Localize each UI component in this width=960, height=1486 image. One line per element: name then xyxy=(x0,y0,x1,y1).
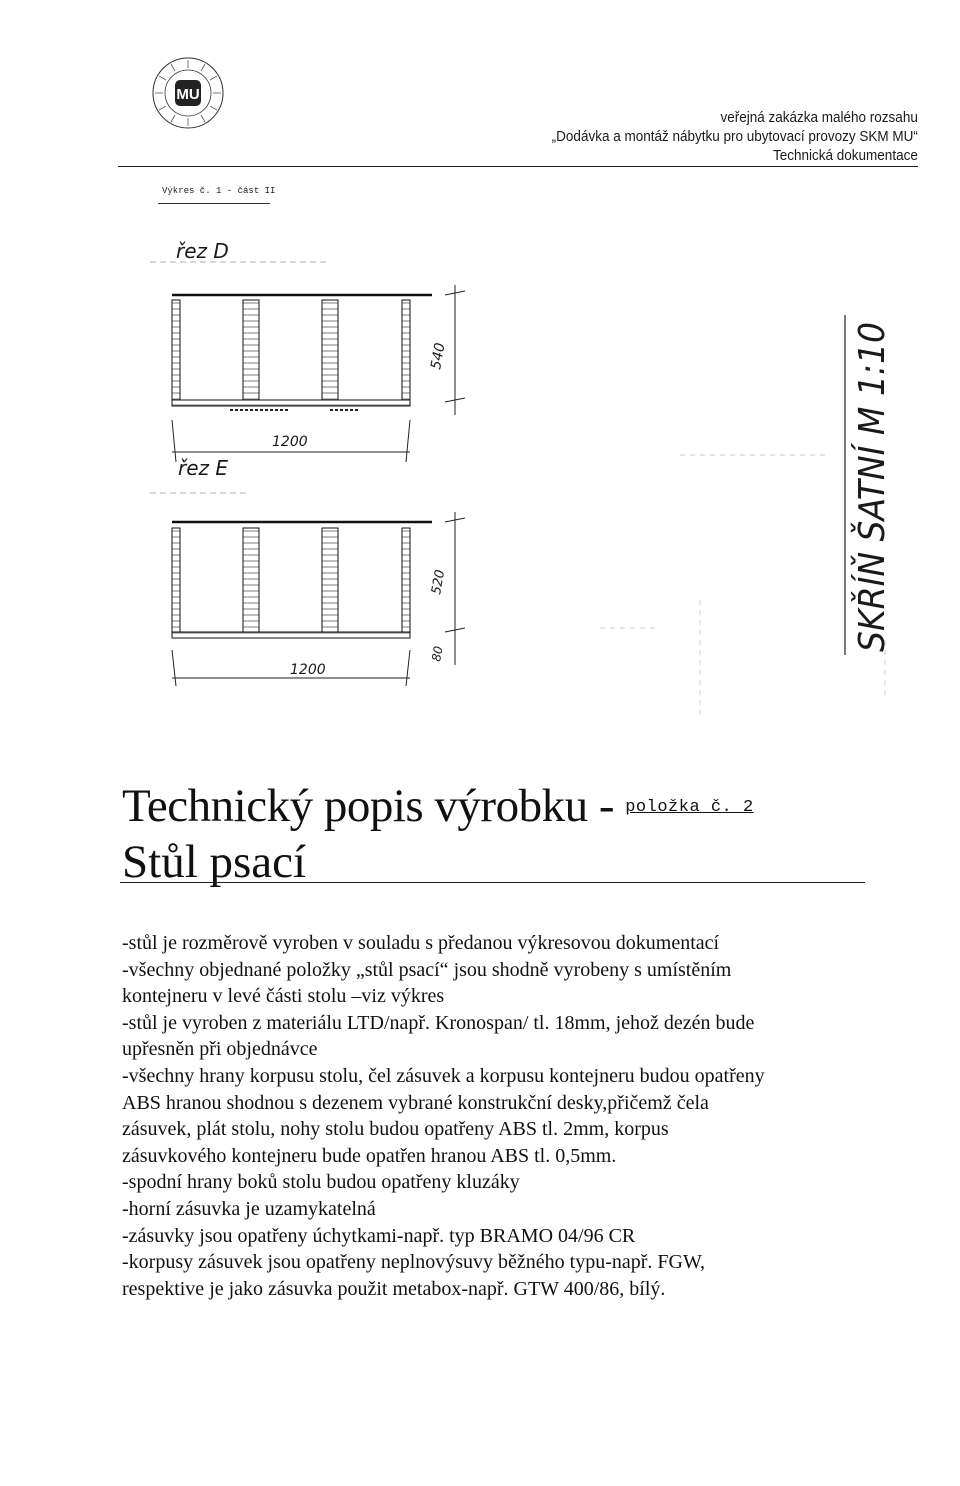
description-line: -stůl je vyroben z materiálu LTD/např. Kronospan/ tl. 18mm, jehož dezén bude xyxy=(122,1011,755,1034)
section-e-cabinet xyxy=(172,522,432,638)
product-name: Stůl psací xyxy=(122,836,307,888)
header-line-1: veřejná zakázka malého rozsahu xyxy=(720,109,918,126)
description-line: -spodní hrany boků stolu budou opatřeny kluzáky xyxy=(122,1171,520,1194)
section-e-height-dim: 520 xyxy=(429,568,449,596)
header-line-2: „Dodávka a montáž nábytku pro ubytovací provozy SKM MU“ xyxy=(551,128,918,145)
section-e-base-dim: 80 xyxy=(429,645,446,663)
section-d-label: řez D xyxy=(176,239,229,263)
title-divider xyxy=(120,882,865,883)
section-e-width-dim: 1200 xyxy=(290,662,326,678)
page-title-main: Technický popis výrobku - xyxy=(122,780,614,832)
description-line: -všechny objednané položky „stůl psací“ jsou shodně vyrobeny s umístěním xyxy=(122,958,732,981)
description-line: zásuvek, plát stolu, nohy stolu budou opatřeny ABS tl. 2mm, korpus xyxy=(122,1118,669,1141)
item-number-label: položka č. 2 xyxy=(625,798,754,817)
description-line: -zásuvky jsou opatřeny úchytkami-např. typ BRAMO 04/96 CR xyxy=(122,1224,636,1247)
header-line-3: Technická dokumentace xyxy=(773,147,918,164)
section-e-label: řez E xyxy=(178,456,229,480)
drawing-side-title: SKŘÍŇ ŠATNÍ M 1:10 xyxy=(852,292,893,652)
logo-letters: MU xyxy=(176,86,200,103)
drawing-number: Výkres č. 1 - část II xyxy=(162,186,276,196)
description-line: -stůl je rozměrově vyroben v souladu s předanou výkresovou dokumentací xyxy=(122,932,720,954)
section-d-width-dim: 1200 xyxy=(272,434,308,450)
description-line: -všechny hrany korpusu stolu, čel zásuvek a korpusu kontejneru budou opatřeny xyxy=(122,1064,765,1087)
page-title xyxy=(122,778,754,836)
section-d-height-dim: 540 xyxy=(428,341,449,371)
description-line: ABS hranou shodnou s dezenem vybrané konstrukční desky,přičemž čela xyxy=(122,1091,709,1114)
description-line: respektive je jako zásuvka použit metabox-např. GTW 400/86, bílý. xyxy=(122,1277,666,1300)
section-d-cabinet xyxy=(172,295,432,410)
description-line: -horní zásuvka je uzamykatelná xyxy=(122,1197,376,1220)
section-d-dimensions xyxy=(172,285,465,462)
product-description xyxy=(122,930,882,1302)
description-line: kontejneru v levé části stolu –viz výkres xyxy=(122,985,445,1008)
description-line: -korpusy zásuvek jsou opatřeny neplnovýsuvy běžného typu-např. FGW, xyxy=(122,1251,706,1274)
description-line: zásuvkového kontejneru bude opatřen hranou ABS tl. 0,5mm. xyxy=(122,1144,617,1167)
section-e-dimensions xyxy=(172,512,465,686)
description-line: upřesněn při objednávce xyxy=(122,1038,318,1061)
